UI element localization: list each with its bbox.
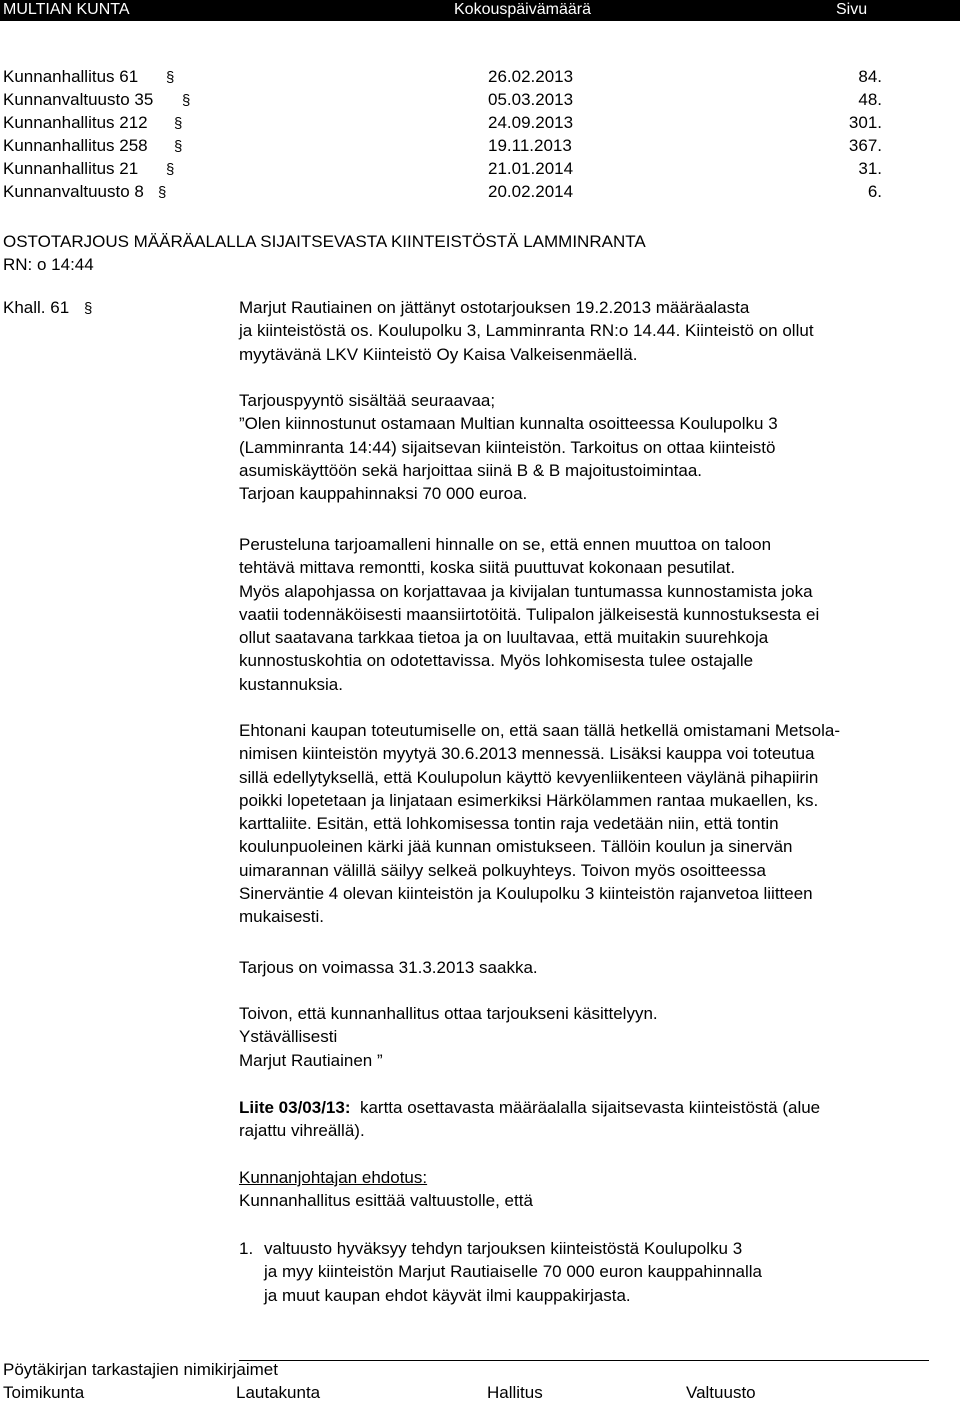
offer-paragraph: Tarjouspyyntö sisältää seuraavaa; ”Olen kiinnostunut ostamaan Multian kunnalta osoitteessa Koulupolku 3 (Lamminranta 14:44) sijaitsevan kiinteistön. Tarkoitus on ottaa kiinteistö asumiskäyttöön sekä harjoittaa siinä B & B majoitustoimintaa. Tarjoan kauppahinnaksi 70 000 euroa. bbox=[239, 391, 778, 504]
validity-statement: Tarjous on voimassa 31.3.2013 saakka. bbox=[239, 958, 538, 977]
document-header bbox=[0, 0, 960, 21]
conditions-paragraph: Ehtonani kaupan toteutumiselle on, että saan tällä hetkellä omistamani Metsola- nimisen kiinteistön myytyä 30.6.2013 mennessä. Lisäksi kauppa voi toteutua sillä edellytyksellä, että Koulupolun käyttö kevyenliikenteen väylänä pihapiirin poikki lopetetaan ja linjataan esimerkiksi Härkölammen rantaa mukaellen, ks. karttaliite. Esitän, että lohkomisessa tontin raja vedetään niin, että tontin koulunpuoleinen kärki jää kunnan omistukseen. Tällöin koulun ja sinervän uimarannan välillä säilyy selkeä polkuyhteys. Toivon myös osoitteessa Sinerväntie 4 olevan kiinteistön ja Koulupolku 3 kiinteistön rajanvetoa liitteen mukaisesti. bbox=[239, 721, 841, 927]
section-icon: § bbox=[84, 300, 93, 317]
meeting-date-heading: Kokouspäivämäärä bbox=[454, 1, 591, 18]
attachment-label: Liite 03/03/13: bbox=[239, 1098, 351, 1117]
page-heading: Sivu bbox=[836, 1, 868, 18]
section-icon: § bbox=[182, 92, 191, 109]
section-icon: § bbox=[174, 115, 183, 132]
proposal-section: Kunnanjohtajan ehdotus: Kunnanhallitus esittää valtuustolle, että bbox=[239, 1166, 951, 1213]
justification-paragraph: Perusteluna tarjoamalleni hinnalle on se, että ennen muuttoa on taloon tehtävä mittava remontti, koska siitä puuttuvat kokonaan pesutilat. Myös alapohjassa on korjattavaa ja kivijalan tuntumassa kunnostamista joka vaatii todennäköisesti maansiirtotöitä. Tulipalon jälkeisestä kunnostuksesta ei ollut saatavana tarkkaa tietoa ja on luultavaa, että muitakin suurehkoja kunnostuskohtia on odotettavissa. Myös lohkomisesta tulee ostajalle kustannuksia. bbox=[239, 535, 820, 694]
section-icon: § bbox=[166, 161, 175, 178]
signature-label: Pöytäkirjan tarkastajien nimikirjaimet bbox=[3, 1360, 278, 1379]
title-line: RN: o 14:44 bbox=[3, 255, 94, 274]
intro-paragraph: Marjut Rautiainen on jättänyt ostotarjouksen 19.2.2013 määräalasta ja kiinteistöstä os. Koulupolku 3, Lamminranta RN:o 14.44. Kiinteistö on ollut myytävänä LKV Kiinteistö Oy Kaisa Valkeisenmäellä. bbox=[239, 298, 814, 364]
section-icon: § bbox=[174, 138, 183, 155]
municipality-name: MULTIAN KUNTA bbox=[3, 1, 130, 18]
closing-paragraph: Toivon, että kunnanhallitus ottaa tarjoukseni käsittelyyn. Ystävällisesti Marjut Rautiainen ” bbox=[239, 1004, 658, 1070]
list-number: 1. bbox=[239, 1239, 254, 1258]
proposal-item: valtuusto hyväksyy tehdyn tarjouksen kiinteistöstä Koulupolku 3 ja myy kiinteistön Marjut Rautiaiselle 70 000 euron kauppahinnalla ja muut kaupan ehdot käyvät ilmi kauppakirjasta. bbox=[264, 1239, 763, 1305]
section-icon: § bbox=[158, 184, 167, 201]
title-line: OSTOTARJOUS MÄÄRÄALALLA SIJAITSEVASTA KIINTEISTÖSTÄ LAMMINRANTA bbox=[3, 232, 646, 251]
section-icon: § bbox=[166, 69, 175, 86]
proposal-heading: Kunnanjohtajan ehdotus: bbox=[239, 1168, 428, 1187]
attachment-note: Liite 03/03/13: kartta osettavasta määräalalla sijaitsevasta kiinteistöstä (alue rajattu vihreällä). bbox=[239, 1098, 821, 1141]
signature-line bbox=[239, 1360, 929, 1361]
khall-reference: Khall. 61 bbox=[3, 298, 70, 317]
